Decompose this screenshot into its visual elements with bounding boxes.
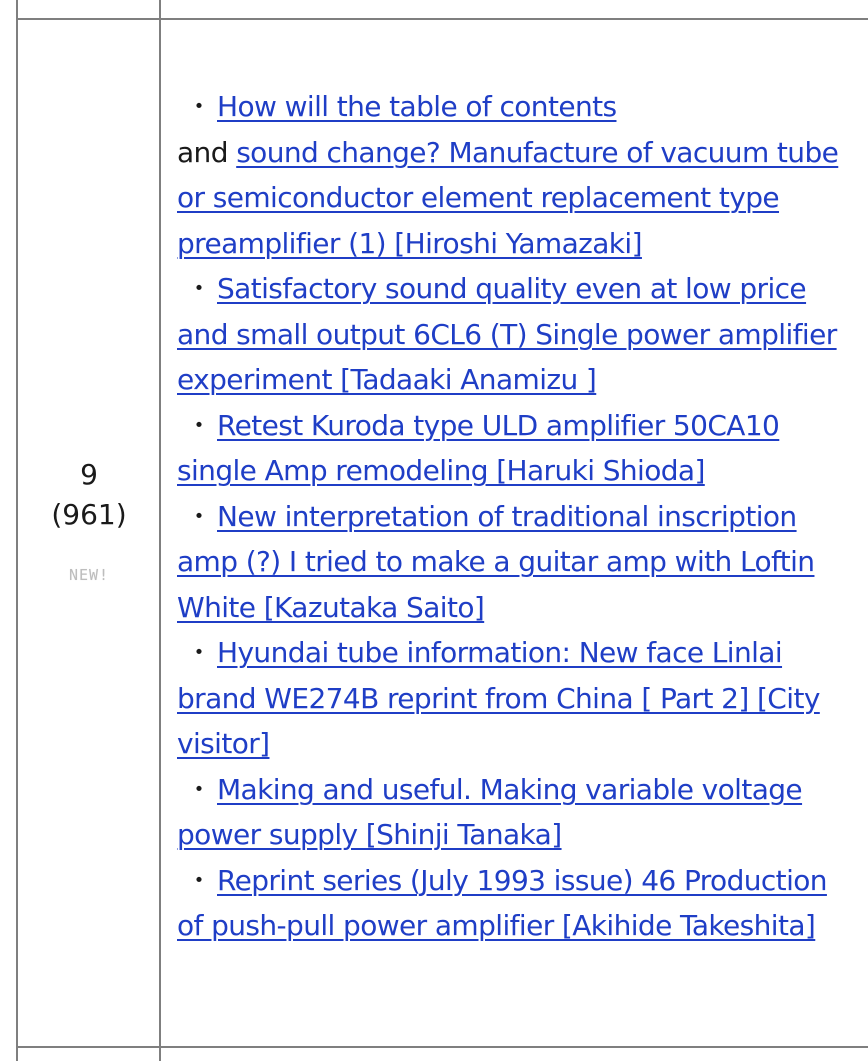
bullet: ・ bbox=[185, 863, 213, 897]
list-item bbox=[177, 630, 857, 767]
article-link[interactable]: New interpretation of traditional inscription amp (?) I tried to make a guitar amp with Loftin White [Kazutaka Saito] bbox=[177, 499, 815, 624]
link-prefix-text: and bbox=[177, 135, 237, 169]
bullet: ・ bbox=[185, 636, 213, 669]
table-row-divider-bottom bbox=[16, 1046, 868, 1048]
bullet: ・ bbox=[185, 272, 213, 305]
list-item bbox=[177, 494, 857, 631]
list-item bbox=[177, 858, 857, 949]
bullet: ・ bbox=[185, 499, 213, 533]
list-item bbox=[177, 84, 857, 130]
bullet: ・ bbox=[185, 90, 213, 123]
article-link[interactable]: sound change? Manufacture of vacuum tube or semiconductor element replacement type preamplifier (1) [Hiroshi Yamazaki] bbox=[177, 135, 839, 260]
bullet: ・ bbox=[185, 408, 213, 442]
list-item bbox=[177, 403, 857, 494]
bullet: ・ bbox=[185, 772, 213, 806]
issue-count: (961) bbox=[51, 498, 127, 531]
article-link[interactable]: Hyundai tube information: New face Linlai brand WE274B reprint from China [ Part 2] [City visitor] bbox=[177, 636, 820, 760]
list-item bbox=[177, 767, 857, 858]
issue-number: 9 bbox=[80, 458, 98, 491]
article-link[interactable]: Making and useful. Making variable voltage power supply [Shinji Tanaka] bbox=[177, 772, 803, 851]
article-link[interactable]: Satisfactory sound quality even at low price and small output 6CL6 (T) Single power amplifier experiment [Tadaaki Anamizu ] bbox=[177, 272, 837, 396]
issue-cell bbox=[18, 455, 160, 595]
article-link[interactable]: Reprint series (July 1993 issue) 46 Production of push-pull power amplifier [Akihide Takeshita] bbox=[177, 863, 827, 942]
article-link[interactable]: How will the table of contents bbox=[217, 90, 617, 123]
new-badge-icon: NEW! bbox=[68, 566, 110, 584]
contents-cell bbox=[177, 84, 857, 949]
list-item bbox=[177, 130, 857, 267]
list-item bbox=[177, 266, 857, 403]
table-row-divider-top bbox=[16, 18, 868, 20]
article-link[interactable]: Retest Kuroda type ULD amplifier 50CA10 single Amp remodeling [Haruki Shioda] bbox=[177, 408, 780, 487]
